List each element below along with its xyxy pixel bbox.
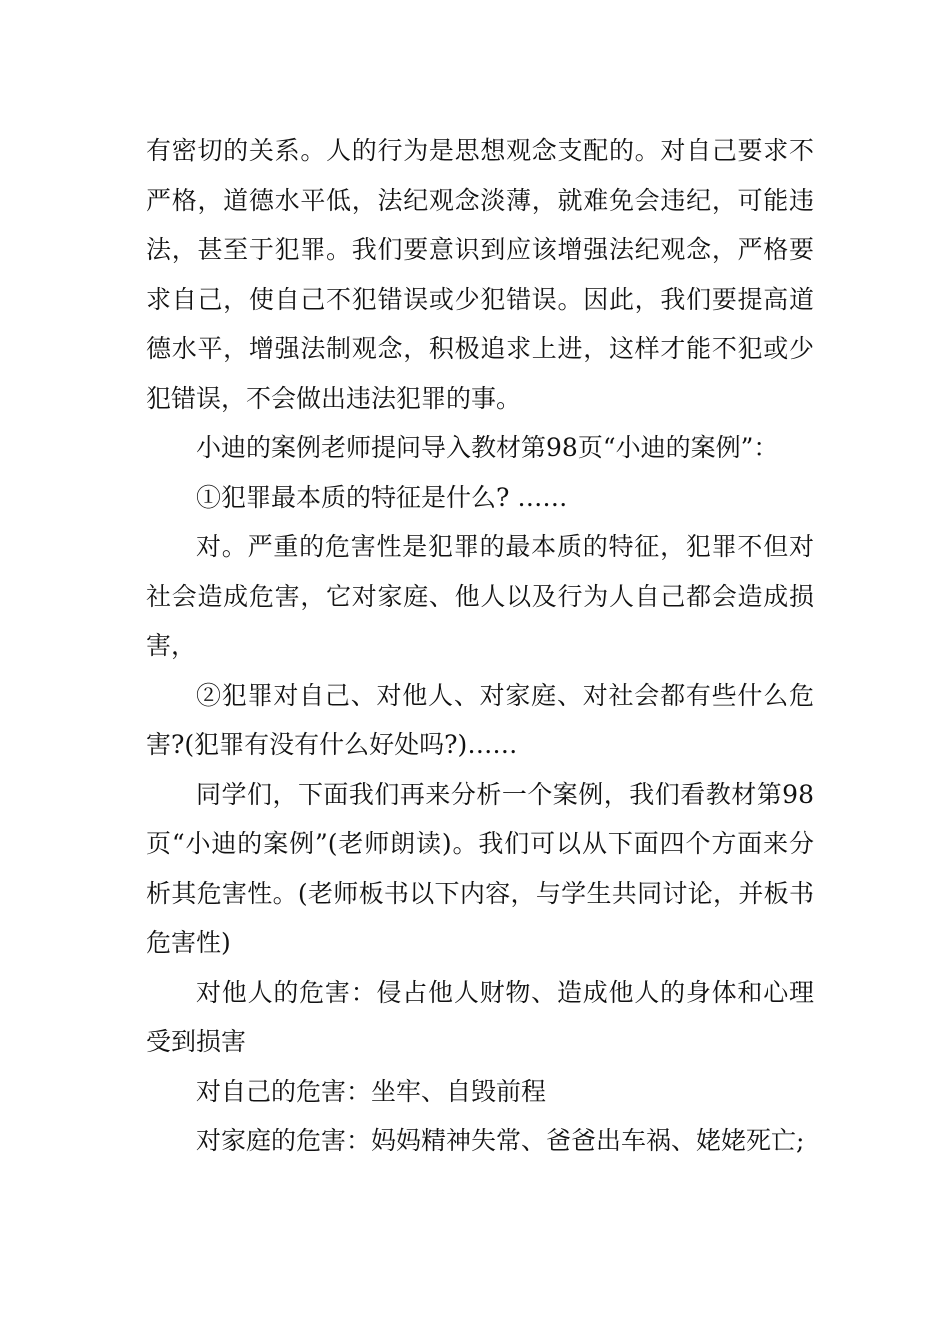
paragraph-harm-self: 对自己的危害：坐牢、自毁前程	[196, 1076, 547, 1106]
paragraph-continuation: 有密切的关系。人的行为是思想观念支配的。对自己要求不严格，道德水平低，法纪观念淡薄，就难免会违纪，可能违法，甚至于犯罪。我们要意识到应该增强法纪观念，严格要求自己，使自己不犯错误或少犯错误。因此，我们要提高道德水平，增强法制观念，积极追求上进，这样才能不犯或少犯错误，不会做出违法犯罪的事。	[146, 136, 814, 413]
paragraph-harm-family: 对家庭的危害：妈妈精神失常、爸爸出车祸、姥姥死亡;	[196, 1126, 805, 1155]
document-body	[146, 126, 814, 1166]
paragraph-question-2: ②犯罪对自己、对他人、对家庭、对社会都有些什么危害?(犯罪有没有什么好处吗?)……	[146, 680, 814, 759]
paragraph-case-analysis: 同学们，下面我们再来分析一个案例，我们看教材第98页“小迪的案例”(老师朗读)。我们可以从下面四个方面来分析其危害性。(老师板书以下内容，与学生共同讨论，并板书危害性)	[146, 779, 814, 957]
paragraph-question-1: ①犯罪最本质的特征是什么? ……	[196, 482, 568, 512]
paragraph-case-intro: 小迪的案例老师提问导入教材第98页“小迪的案例”：	[196, 433, 779, 462]
paragraph-answer-1: 对。严重的危害性是犯罪的最本质的特征，犯罪不但对社会造成危害，它对家庭、他人以及行为人自己都会造成损害，	[146, 532, 814, 660]
paragraph-harm-others: 对他人的危害：侵占他人财物、造成他人的身体和心理受到损害	[146, 977, 814, 1056]
